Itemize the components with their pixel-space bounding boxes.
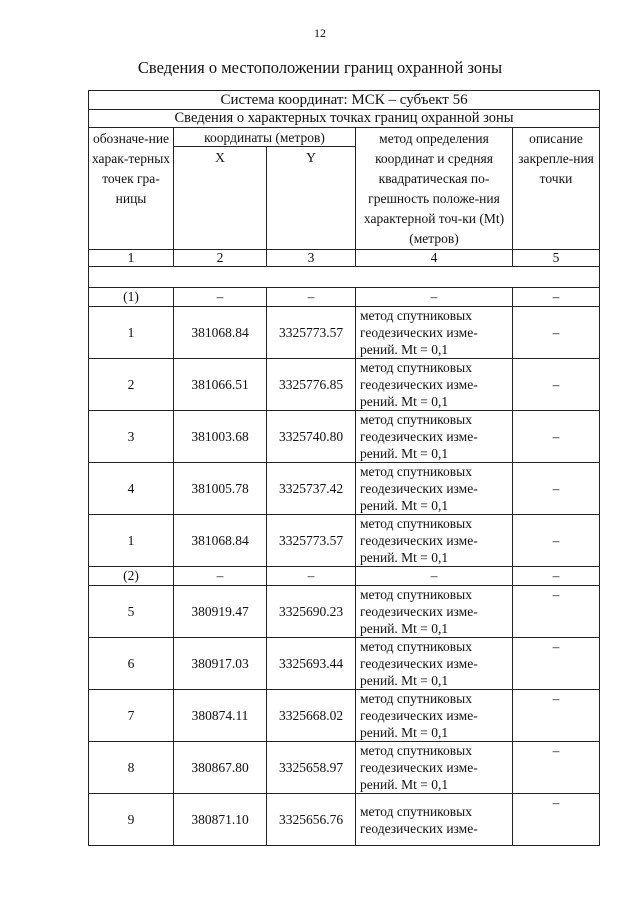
group-label: (1) [89,288,174,307]
point-y: 3325693.44 [267,638,356,690]
point-description: – [513,742,600,794]
point-method: метод спутниковых геодезических изме-рений. Mt = 0,1 [356,411,513,463]
point-y: 3325776.85 [267,359,356,411]
table-row [89,586,600,638]
point-description: – [513,463,600,515]
column-header-coordinates: координаты (метров) [174,128,356,147]
group-dash-method: – [356,567,513,586]
column-number-5: 5 [513,250,600,267]
column-header-method: метод определения координат и средняя квадратическая по-грешность положе-ния характерной точ-ки (Mt) (метров) [356,128,513,250]
empty-row [89,267,600,288]
column-header-description: описание закрепле-ния точки [513,128,600,250]
point-description: – [513,794,600,846]
group-dash-description: – [513,567,600,586]
point-y: 3325656.76 [267,794,356,846]
point-x: 381066.51 [174,359,267,411]
page-number: 12 [314,26,326,40]
column-header-x: X [174,147,267,250]
point-description: – [513,411,600,463]
point-x: 380874.11 [174,690,267,742]
group-dash-x: – [174,567,267,586]
point-id: 2 [89,359,174,411]
section-header: Сведения о характерных точках границ охранной зоны [89,110,600,128]
empty-cell [89,267,600,288]
point-id: 5 [89,586,174,638]
table-row [89,359,600,411]
point-method: метод спутниковых геодезических изме-рений. Mt = 0,1 [356,586,513,638]
point-method: метод спутниковых геодезических изме- [356,794,513,846]
table-row [89,638,600,690]
point-y: 3325690.23 [267,586,356,638]
table-row [89,690,600,742]
point-x: 380919.47 [174,586,267,638]
table-row [89,515,600,567]
point-x: 381068.84 [174,307,267,359]
column-number-4: 4 [356,250,513,267]
point-method: метод спутниковых геодезических изме-рений. Mt = 0,1 [356,742,513,794]
point-description: – [513,307,600,359]
group-row [89,288,600,307]
table-row [89,411,600,463]
point-id: 4 [89,463,174,515]
point-id: 6 [89,638,174,690]
point-method: метод спутниковых геодезических изме-рений. Mt = 0,1 [356,515,513,567]
group-dash-description: – [513,288,600,307]
point-y: 3325773.57 [267,307,356,359]
point-x: 380871.10 [174,794,267,846]
point-y: 3325668.02 [267,690,356,742]
group-dash-y: – [267,288,356,307]
point-method: метод спутниковых геодезических изме-рений. Mt = 0,1 [356,359,513,411]
group-row [89,567,600,586]
point-id: 7 [89,690,174,742]
table-row [89,463,600,515]
point-id: 9 [89,794,174,846]
point-id: 8 [89,742,174,794]
column-number-2: 2 [174,250,267,267]
point-method: метод спутниковых геодезических изме-рений. Mt = 0,1 [356,690,513,742]
point-method: метод спутниковых геодезических изме-рений. Mt = 0,1 [356,463,513,515]
point-y: 3325737.42 [267,463,356,515]
table-row [89,307,600,359]
document-title: Сведения о местоположении границ охранной зоны [137,58,503,77]
point-x: 381003.68 [174,411,267,463]
point-description: – [513,586,600,638]
column-number-1: 1 [89,250,174,267]
table-row [89,794,600,846]
point-x: 380917.03 [174,638,267,690]
point-y: 3325658.97 [267,742,356,794]
point-description: – [513,638,600,690]
point-y: 3325740.80 [267,411,356,463]
column-header-designation: обозначе-ние харак-терных точек гра-ницы [89,128,174,250]
column-header-y: Y [267,147,356,250]
point-description: – [513,359,600,411]
point-method: метод спутниковых геодезических изме-рений. Mt = 0,1 [356,638,513,690]
group-label: (2) [89,567,174,586]
column-number-3: 3 [267,250,356,267]
boundary-points-table [88,90,600,846]
point-description: – [513,690,600,742]
coordinate-system-header: Система координат: МСК – субъект 56 [89,91,600,110]
point-method: метод спутниковых геодезических изме-рений. Mt = 0,1 [356,307,513,359]
point-x: 381068.84 [174,515,267,567]
point-id: 1 [89,515,174,567]
table-row [89,742,600,794]
group-dash-y: – [267,567,356,586]
point-description: – [513,515,600,567]
group-dash-x: – [174,288,267,307]
point-y: 3325773.57 [267,515,356,567]
point-x: 381005.78 [174,463,267,515]
point-id: 3 [89,411,174,463]
point-id: 1 [89,307,174,359]
group-dash-method: – [356,288,513,307]
point-x: 380867.80 [174,742,267,794]
